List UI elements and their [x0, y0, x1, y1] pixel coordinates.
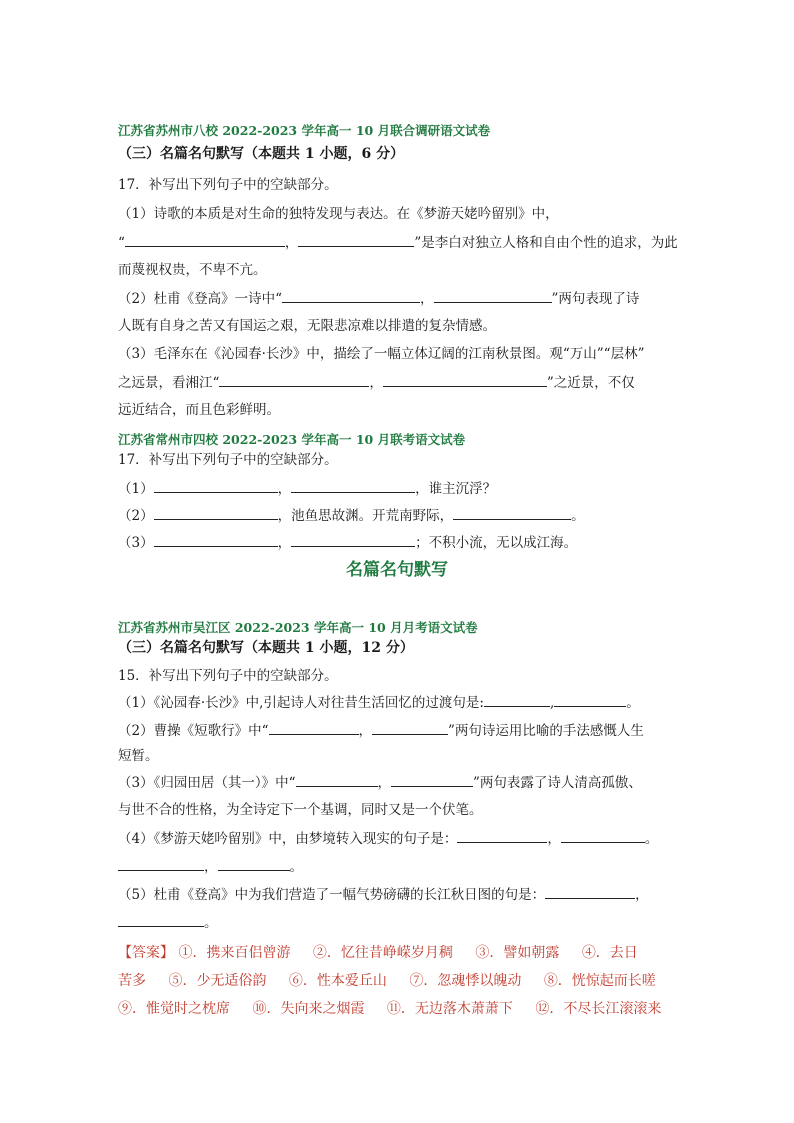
blank [372, 720, 448, 735]
blank [282, 288, 420, 303]
blank [484, 692, 550, 707]
comma: ， [277, 481, 292, 497]
line-head: 之远景，看湘江“ [118, 375, 220, 391]
line-tail: 。 [571, 508, 585, 524]
answer-item: ①．携来百侣曾游 [178, 945, 291, 961]
q3-line-c: 远近结合，而且色彩鲜明。 [118, 402, 280, 418]
line-tail: 。 [644, 831, 659, 847]
s3-q2-line-a [118, 720, 644, 741]
line-mid: ，池鱼思故渊。开荒南野际， [277, 508, 454, 524]
answer-item: ⑨．惟觉时之枕席 [118, 1001, 230, 1017]
line-head: （1）《沁园春·长沙》中,引起诗人对往昔生活回忆的过渡句是: [118, 695, 484, 711]
quote-open: “ [118, 235, 125, 251]
answer-item: ⑥．性本爱丘山 [288, 973, 387, 989]
comma: ， [369, 375, 383, 391]
answer-item: ⑧．恍惊起而长嗟 [543, 973, 656, 989]
blank [545, 884, 635, 899]
blank [291, 478, 415, 493]
blank [383, 372, 547, 387]
blank [118, 856, 204, 871]
s3-q4-line-a [118, 828, 658, 849]
q1-line-a: （1）诗歌的本质是对生命的独特发现与表达。在《梦游天姥吟留别》中， [118, 206, 559, 222]
answer-row-3 [118, 994, 661, 1024]
section-heading-3: （三）名篇名句默写（本题共 1 小题，12 分） [118, 640, 414, 656]
answer-item: ④．去日 [581, 945, 638, 961]
comma: ， [204, 859, 218, 875]
blank [269, 720, 359, 735]
blank [554, 692, 626, 707]
line-head: （2）曹操《短歌行》中“ [118, 723, 269, 739]
s3-q4-line-b [118, 856, 303, 877]
blank [561, 828, 645, 843]
line-head: （3） [118, 535, 154, 551]
answer-item: 苦多 [118, 973, 146, 989]
question-intro-3: 15．补写出下列句子中的空缺部分。 [118, 668, 338, 684]
answer-item: ⑩．失向来之烟霞 [252, 1001, 365, 1017]
line-tail: ”两句诗运用比喻的手法感慨人生 [448, 723, 644, 739]
line-head: （3）《归园田居（其一）》中“ [118, 775, 296, 791]
blank [434, 288, 552, 303]
center-title: 名篇名句默写 [346, 560, 448, 580]
s2-q1-line [118, 478, 496, 499]
source-line-3: 江苏省苏州市吴江区 2022-2023 学年高一 10 月月考语文试卷 [118, 620, 478, 635]
source-line-1: 江苏省苏州市八校 2022-2023 学年高一 10 月联合调研语文试卷 [118, 123, 491, 138]
s3-q5-line-b [118, 912, 218, 933]
comma: ， [277, 535, 292, 551]
comma: ， [635, 887, 649, 903]
s3-q3-line-a [118, 772, 642, 793]
blank [391, 772, 473, 787]
line-tail: 。 [289, 859, 303, 875]
line-head: （4）《梦游天姥吟留别》中，由梦境转入现实的句子是： [118, 831, 458, 847]
line-tail: ”两句表现了诗 [551, 291, 640, 307]
blank [125, 232, 285, 247]
blank [154, 532, 278, 547]
line-head: （5）杜甫《登高》中为我们营造了一幅气势磅礴的长江秋日图的句是： [118, 887, 546, 903]
blank [118, 912, 204, 927]
answer-item: ⑪．无边落木萧萧下 [386, 1001, 513, 1017]
line-head: （2）杜甫《登高》一诗中“ [118, 291, 282, 307]
blank [291, 532, 415, 547]
s3-q2-line-b: 短暂。 [118, 748, 159, 764]
comma: ， [377, 775, 391, 791]
q3-line-a: （3）毛泽东在《沁园春·长沙》中，描绘了一幅立体辽阔的江南秋景图。观“万山”“层林” [118, 346, 645, 362]
line-head: （1） [118, 481, 154, 497]
question-intro-1: 17．补写出下列句子中的空缺部分。 [118, 177, 338, 193]
comma: ， [358, 723, 372, 739]
s3-q3-line-b: 与世不合的性格，为全诗定下一个基调，同时又是一个伏笔。 [118, 802, 483, 818]
answer-item: ③．譬如朝露 [475, 945, 560, 961]
q2-line-a [118, 288, 639, 309]
q1-line-c: 而蔑视权贵，不卑不亢。 [118, 262, 267, 278]
answer-item: ⑫．不尽长江滚滚来 [535, 1001, 662, 1017]
blank [453, 505, 571, 520]
answer-row-1 [118, 938, 638, 968]
comma: ， [420, 291, 434, 307]
question-intro-2: 17．补写出下列句子中的空缺部分。 [118, 452, 338, 468]
comma: , [549, 695, 555, 711]
answer-label: 【答案】 [118, 945, 174, 961]
q2-line-b: 人既有自身之苦又有国运之艰，无限悲凉难以排遣的复杂情感。 [118, 318, 496, 334]
comma: ， [547, 831, 561, 847]
answer-item: ⑤．少无适俗韵 [168, 973, 267, 989]
s2-q2-line [118, 505, 585, 526]
line-tail: ；不积小流，无以成江海。 [415, 535, 578, 551]
answer-row-2 [118, 966, 656, 996]
answer-item: ⑦．忽魂悸以魄动 [409, 973, 522, 989]
line-tail: 。 [204, 915, 218, 931]
q1-line-b [118, 232, 678, 253]
line-tail: ，谁主沉浮？ [415, 481, 497, 497]
blank [154, 505, 278, 520]
line-head: （2） [118, 508, 154, 524]
line-tail: 。 [626, 695, 640, 711]
blank [296, 772, 378, 787]
q3-line-b [118, 372, 635, 393]
blank [457, 828, 547, 843]
source-line-2: 江苏省常州市四校 2022-2023 学年高一 10 月联考语文试卷 [118, 432, 466, 447]
blank [218, 856, 290, 871]
blank [154, 478, 278, 493]
blank [219, 372, 369, 387]
comma: ， [284, 235, 299, 251]
line-tail: ”之近景，不仅 [546, 375, 635, 391]
answer-item: ②．忆往昔峥嵘岁月稠 [312, 945, 453, 961]
line-tail: ”是李白对独立人格和自由个性的追求，为此 [414, 235, 678, 251]
blank [298, 232, 414, 247]
s2-q3-line [118, 532, 577, 553]
line-tail: ”两句表露了诗人清高孤傲、 [473, 775, 642, 791]
section-heading-1: （三）名篇名句默写（本题共 1 小题，6 分） [118, 146, 405, 162]
s3-q5-line-a [118, 884, 649, 905]
s3-q1-line [118, 692, 640, 713]
